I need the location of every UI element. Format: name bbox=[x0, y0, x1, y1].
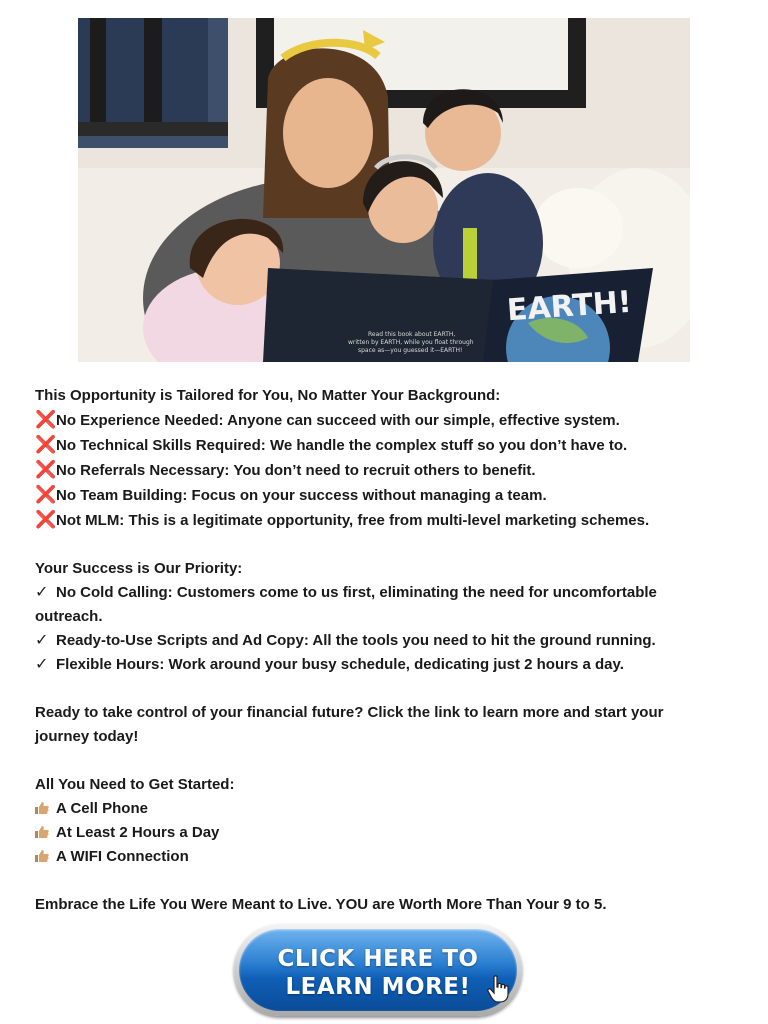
hero-photo bbox=[78, 18, 690, 362]
section2-heading: Your Success is Our Priority: bbox=[35, 560, 243, 577]
content-body bbox=[35, 384, 740, 917]
learn-more-label-line-1: CLICK HERE TO bbox=[277, 946, 479, 972]
section3-heading: All You Need to Get Started: bbox=[35, 776, 235, 793]
check-icon: ✓ bbox=[35, 632, 49, 649]
check-icon: ✓ bbox=[35, 656, 49, 673]
cross-icon: ❌ bbox=[35, 510, 57, 529]
section1-heading: This Opportunity is Tailored for You, No Matter Your Background: bbox=[35, 387, 501, 404]
list-item: ❌No Team Building: Focus on your success without managing a team. bbox=[35, 483, 740, 508]
cross-icon: ❌ bbox=[35, 485, 57, 504]
cross-icon: ❌ bbox=[35, 460, 57, 479]
check-icon: ✓ bbox=[35, 584, 49, 601]
learn-more-button-face[interactable] bbox=[239, 929, 517, 1011]
cta-paragraph-line-2: journey today! bbox=[35, 728, 139, 745]
book-blurb-line-2: written by EARTH, while you float through bbox=[348, 339, 474, 346]
closing-statement: Embrace the Life You Were Meant to Live. YOU are Worth More Than Your 9 to 5. bbox=[35, 896, 607, 913]
pointer-hand-icon bbox=[487, 975, 509, 1003]
learn-more-button-label[interactable] bbox=[239, 945, 517, 1001]
list-item: ✓ Ready-to-Use Scripts and Ad Copy: All the tools you need to hit the ground running. bbox=[35, 629, 740, 653]
list-item: A WIFI Connection bbox=[35, 845, 740, 869]
thumbs-up-icon bbox=[35, 850, 49, 862]
cross-icon: ❌ bbox=[35, 410, 57, 429]
thumbs-up-icon bbox=[35, 802, 49, 814]
list-item: At Least 2 Hours a Day bbox=[35, 821, 740, 845]
list-item: ❌No Referrals Necessary: You don’t need to recruit others to benefit. bbox=[35, 458, 740, 483]
list-item-continuation: outreach. bbox=[35, 608, 103, 625]
book-title: EARTH! bbox=[505, 284, 633, 329]
list-item: ✓ No Cold Calling: Customers come to us first, eliminating the need for uncomfortable bbox=[35, 581, 740, 605]
cta-paragraph-line-1: Ready to take control of your financial future? Click the link to learn more and start your bbox=[35, 704, 664, 721]
cross-icon: ❌ bbox=[35, 435, 57, 454]
list-item: ✓ Flexible Hours: Work around your busy schedule, dedicating just 2 hours a day. bbox=[35, 653, 740, 677]
book-blurb-line-3: space as—you guessed it—EARTH! bbox=[358, 347, 463, 354]
list-item: ❌No Experience Needed: Anyone can succeed with our simple, effective system. bbox=[35, 408, 740, 433]
list-item: A Cell Phone bbox=[35, 797, 740, 821]
list-item: ❌Not MLM: This is a legitimate opportunity, free from multi-level marketing schemes. bbox=[35, 508, 740, 533]
book-blurb-line-1: Read this book about EARTH, bbox=[368, 331, 456, 338]
list-item: ❌No Technical Skills Required: We handle the complex stuff so you don’t have to. bbox=[35, 433, 740, 458]
thumbs-up-icon bbox=[35, 826, 49, 838]
learn-more-button[interactable] bbox=[234, 924, 522, 1016]
learn-more-label-line-2: LEARN MORE! bbox=[285, 974, 471, 1000]
